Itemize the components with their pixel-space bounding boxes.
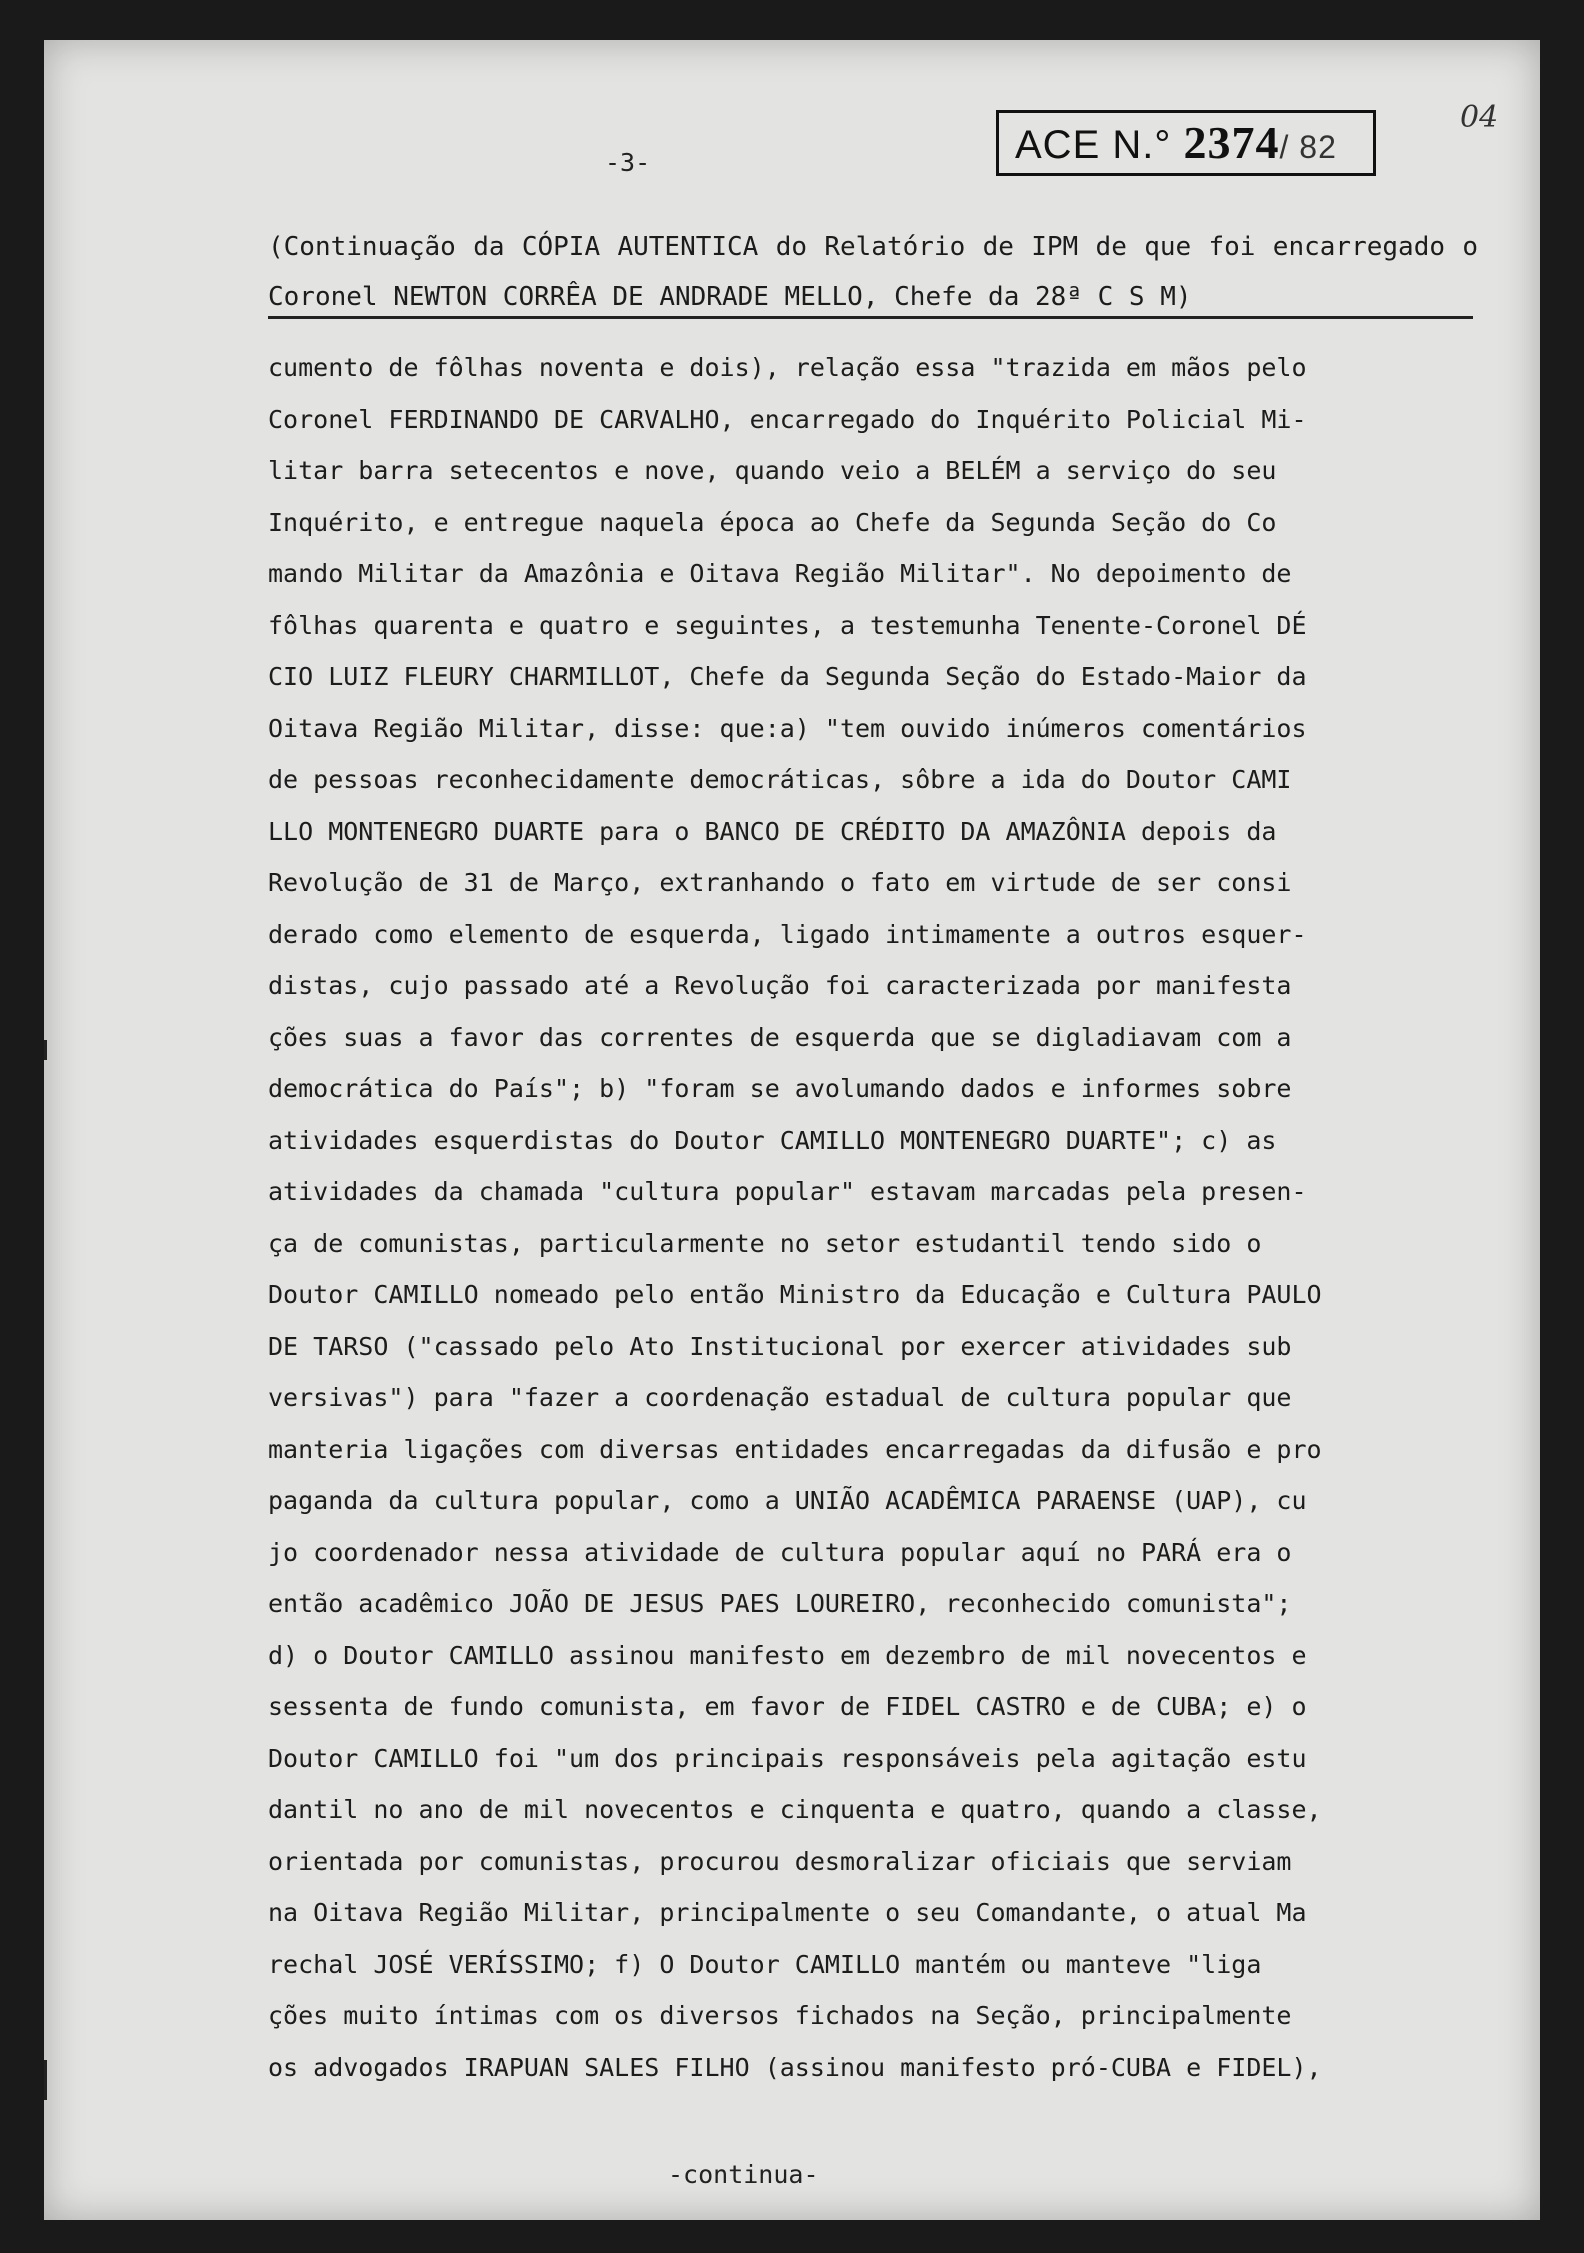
text-line: atividades esquerdistas do Doutor CAMILLO MONTENEGRO DUARTE"; c) as — [268, 1125, 1277, 1155]
text-line: ça de comunistas, particularmente no setor estudantil tendo sido o — [268, 1228, 1262, 1258]
ace-number: 2374 — [1183, 117, 1280, 168]
text-line: dantil no ano de mil novecentos e cinquenta e quatro, quando a classe, — [268, 1795, 1322, 1824]
text-line: Oitava Região Militar, disse: que:a) "tem ouvido inúmeros comentários — [268, 713, 1307, 743]
ace-stamp — [996, 110, 1376, 176]
text-line: de pessoas reconhecidamente democráticas, sôbre a ida do Doutor CAMI — [268, 765, 1292, 794]
text-line: DE TARSO ("cassado pelo Ato Institucional por exercer atividades sub — [268, 1331, 1292, 1361]
text-line: rechal JOSÉ VERÍSSIMO; f) O Doutor CAMILLO mantém ou manteve "liga — [268, 1949, 1262, 1979]
text-line: versivas") para "fazer a coordenação estadual de cultura popular que — [268, 1383, 1292, 1412]
text-line: Doutor CAMILLO foi "um dos principais responsáveis pela agitação estu — [268, 1743, 1307, 1773]
text-line: democrática do País"; b) "foram se avolumando dados e informes sobre — [268, 1074, 1292, 1103]
text-line: na Oitava Região Militar, principalmente o seu Comandante, o atual Ma — [268, 1898, 1307, 1927]
page-number: -3- — [605, 148, 651, 177]
text-line: ções muito íntimas com os diversos fichados na Seção, principalmente — [268, 2001, 1292, 2030]
margin-mark — [44, 1040, 47, 1060]
text-line: Inquérito, e entregue naquela época ao Chefe da Segunda Seção do Co — [268, 507, 1277, 537]
folio-number: 04 — [1460, 100, 1499, 135]
text-line: litar barra setecentos e nove, quando veio a BELÉM a serviço do seu — [268, 456, 1277, 485]
continuation-note: -continua- — [668, 2160, 819, 2189]
text-line: fôlhas quarenta e quatro e seguintes, a testemunha Tenente-Coronel DÉ — [268, 610, 1307, 640]
ace-label: ACE N.° — [1015, 123, 1172, 167]
text-line: LLO MONTENEGRO DUARTE para o BANCO DE CRÉDITO DA AMAZÔNIA depois da — [268, 816, 1277, 846]
document-body — [268, 342, 1478, 2093]
text-line: os advogados IRAPUAN SALES FILHO (assinou manifesto pró-CUBA e FIDEL), — [268, 2052, 1322, 2082]
text-line: CIO LUIZ FLEURY CHARMILLOT, Chefe da Segunda Seção do Estado-Maior da — [268, 662, 1307, 691]
header-divider — [268, 316, 1473, 319]
text-line: Coronel FERDINANDO DE CARVALHO, encarregado do Inquérito Policial Mi- — [268, 404, 1307, 434]
text-line: Revolução de 31 de Março, extranhando o fato em virtude de ser consi — [268, 868, 1292, 897]
text-line: atividades da chamada "cultura popular" estavam marcadas pela presen- — [268, 1177, 1307, 1206]
text-line: orientada por comunistas, procurou desmoralizar oficiais que serviam — [268, 1846, 1292, 1876]
text-line: ções suas a favor das correntes de esquerda que se digladiavam com a — [268, 1022, 1292, 1052]
text-line: paganda da cultura popular, como a UNIÃO ACADÊMICA PARAENSE (UAP), cu — [268, 1486, 1307, 1515]
margin-mark — [44, 2060, 47, 2100]
text-line: sessenta de fundo comunista, em favor de FIDEL CASTRO e de CUBA; e) o — [268, 1692, 1307, 1721]
document-header: (Continuação da CÓPIA AUTENTICA do Relatório de IPM de que foi encarregado o Coronel NEWTON CORRÊA DE ANDRADE MELLO, Chefe da 28ª C S M) — [268, 232, 1478, 312]
text-line: manteria ligações com diversas entidades encarregadas da difusão e pro — [268, 1434, 1322, 1464]
text-line: Doutor CAMILLO nomeado pelo então Ministro da Educação e Cultura PAULO — [268, 1280, 1322, 1309]
text-line: derado como elemento de esquerda, ligado intimamente a outros esquer- — [268, 919, 1307, 949]
text-line: cumento de fôlhas noventa e dois), relação essa "trazida em mãos pelo — [268, 353, 1307, 382]
text-line: jo coordenador nessa atividade de cultura popular aquí no PARÁ era o — [268, 1537, 1292, 1567]
text-line: distas, cujo passado até a Revolução foi caracterizada por manifesta — [268, 971, 1292, 1000]
text-line: d) o Doutor CAMILLO assinou manifesto em dezembro de mil novecentos e — [268, 1640, 1307, 1670]
ace-suffix: / 82 — [1279, 129, 1337, 165]
text-line: mando Militar da Amazônia e Oitava Região Militar". No depoimento de — [268, 559, 1292, 588]
text-line: então acadêmico JOÃO DE JESUS PAES LOUREIRO, reconhecido comunista"; — [268, 1589, 1292, 1618]
